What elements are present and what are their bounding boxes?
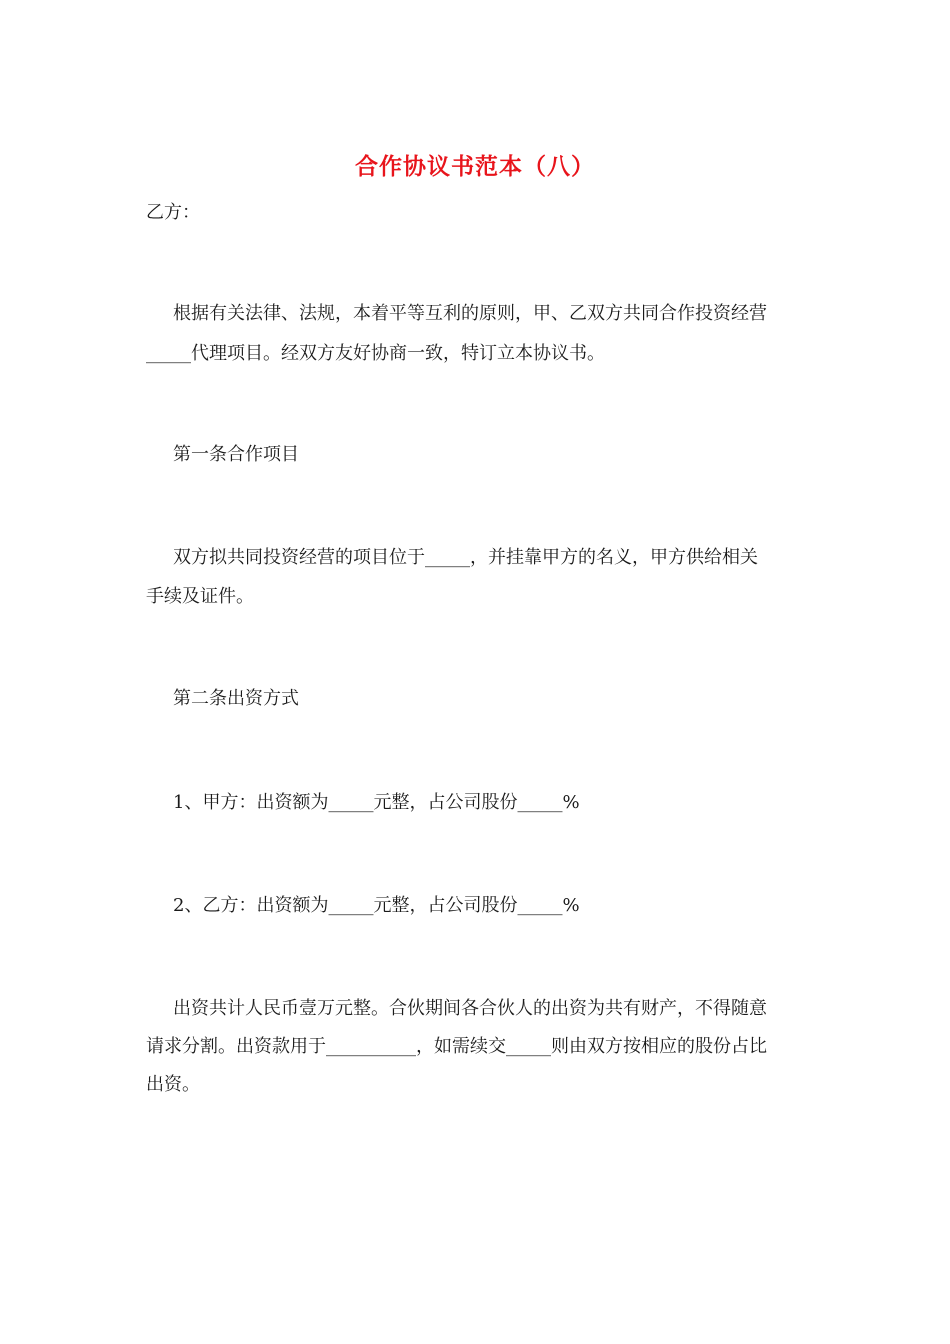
document-title: 合作协议书范本（八） bbox=[355, 153, 595, 180]
article-2-total-line-3: 出资。 bbox=[146, 1074, 200, 1095]
party-b-label: 乙方： bbox=[146, 202, 200, 223]
article-2-item-1: 1、甲方：出资额为_____元整，占公司股份_____% bbox=[173, 792, 580, 813]
intro-line-1: 根据有关法律、法规，本着平等互利的原则，甲、乙双方共同合作投资经营 bbox=[173, 303, 767, 324]
article-2-total-line-1: 出资共计人民币壹万元整。合伙期间各合伙人的出资为共有财产，不得随意 bbox=[173, 998, 767, 1019]
article-1-line-2: 手续及证件。 bbox=[146, 586, 254, 607]
intro-line-2: _____代理项目。经双方友好协商一致，特订立本协议书。 bbox=[146, 343, 605, 364]
article-2-item-2: 2、乙方：出资额为_____元整，占公司股份_____% bbox=[173, 895, 580, 916]
article-1-line-1: 双方拟共同投资经营的项目位于_____，并挂靠甲方的名义，甲方供给相关 bbox=[173, 547, 758, 568]
article-2-total-line-2: 请求分割。出资款用于__________，如需续交_____则由双方按相应的股份占比 bbox=[146, 1036, 767, 1057]
article-2-heading: 第二条出资方式 bbox=[173, 688, 299, 709]
article-1-heading: 第一条合作项目 bbox=[173, 444, 299, 465]
